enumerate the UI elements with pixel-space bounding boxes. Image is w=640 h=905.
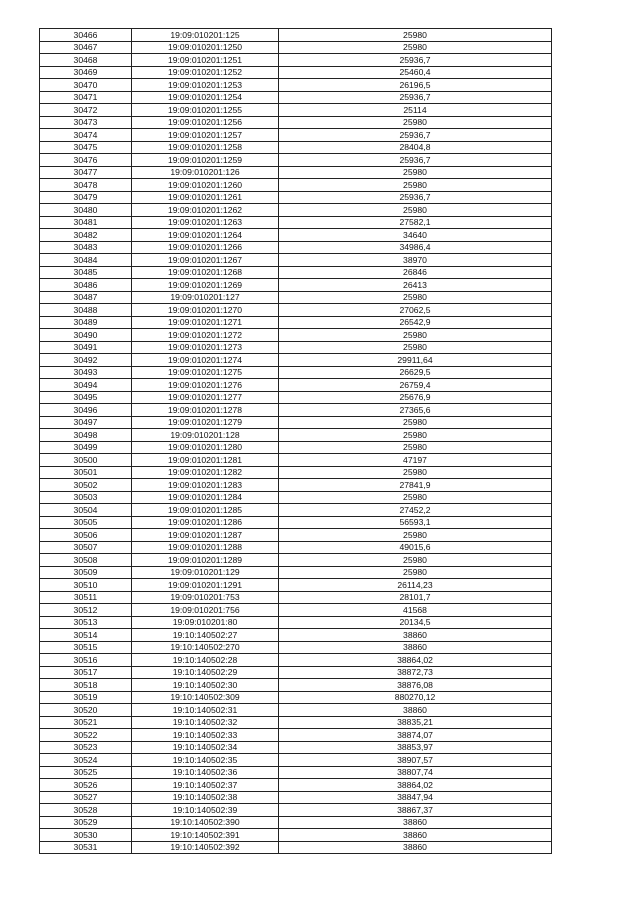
row-number-cell: 30481 <box>40 216 132 229</box>
table-row <box>40 354 552 367</box>
table-row <box>40 741 552 754</box>
table-row <box>40 41 552 54</box>
row-number-cell: 30515 <box>40 641 132 654</box>
cadastral-number-cell: 19:10:140502:39 <box>132 804 279 817</box>
cadastral-number-cell: 19:10:140502:27 <box>132 629 279 642</box>
cadastral-number-cell: 19:09:010201:1275 <box>132 366 279 379</box>
value-cell: 27841,9 <box>279 479 552 492</box>
table-row <box>40 616 552 629</box>
row-number-cell: 30520 <box>40 704 132 717</box>
value-cell: 26542,9 <box>279 316 552 329</box>
table-row <box>40 579 552 592</box>
value-cell: 41568 <box>279 604 552 617</box>
value-cell: 38860 <box>279 816 552 829</box>
row-number-cell: 30479 <box>40 191 132 204</box>
table-row <box>40 329 552 342</box>
table-row <box>40 216 552 229</box>
row-number-cell: 30495 <box>40 391 132 404</box>
table-row <box>40 641 552 654</box>
table-row <box>40 91 552 104</box>
value-cell: 25980 <box>279 41 552 54</box>
value-cell: 27365,6 <box>279 404 552 417</box>
value-cell: 47197 <box>279 454 552 467</box>
value-cell: 20134,5 <box>279 616 552 629</box>
value-cell: 25936,7 <box>279 54 552 67</box>
cadastral-number-cell: 19:09:010201:1251 <box>132 54 279 67</box>
table-row <box>40 441 552 454</box>
row-number-cell: 30496 <box>40 404 132 417</box>
row-number-cell: 30476 <box>40 154 132 167</box>
cadastral-number-cell: 19:09:010201:1287 <box>132 529 279 542</box>
cadastral-number-cell: 19:09:010201:1286 <box>132 516 279 529</box>
cadastral-number-cell: 19:09:010201:1253 <box>132 79 279 92</box>
cadastral-number-cell: 19:09:010201:1291 <box>132 579 279 592</box>
cadastral-number-cell: 19:09:010201:1283 <box>132 479 279 492</box>
cadastral-number-cell: 19:09:010201:1276 <box>132 379 279 392</box>
row-number-cell: 30508 <box>40 554 132 567</box>
cadastral-number-cell: 19:10:140502:28 <box>132 654 279 667</box>
row-number-cell: 30507 <box>40 541 132 554</box>
value-cell: 25980 <box>279 491 552 504</box>
cadastral-number-cell: 19:09:010201:129 <box>132 566 279 579</box>
value-cell: 29911,64 <box>279 354 552 367</box>
row-number-cell: 30486 <box>40 279 132 292</box>
row-number-cell: 30499 <box>40 441 132 454</box>
row-number-cell: 30521 <box>40 716 132 729</box>
table-row <box>40 604 552 617</box>
cadastral-number-cell: 19:10:140502:392 <box>132 841 279 854</box>
value-cell: 56593,1 <box>279 516 552 529</box>
table-row <box>40 304 552 317</box>
cadastral-number-cell: 19:09:010201:1259 <box>132 154 279 167</box>
row-number-cell: 30530 <box>40 829 132 842</box>
value-cell: 25980 <box>279 29 552 42</box>
row-number-cell: 30468 <box>40 54 132 67</box>
table-row <box>40 679 552 692</box>
value-cell: 38970 <box>279 254 552 267</box>
value-cell: 49015,6 <box>279 541 552 554</box>
cadastral-number-cell: 19:10:140502:33 <box>132 729 279 742</box>
table-row <box>40 266 552 279</box>
table-row <box>40 279 552 292</box>
row-number-cell: 30472 <box>40 104 132 117</box>
value-cell: 25980 <box>279 291 552 304</box>
value-cell: 38864,02 <box>279 654 552 667</box>
row-number-cell: 30522 <box>40 729 132 742</box>
cadastral-number-cell: 19:09:010201:1262 <box>132 204 279 217</box>
value-cell: 25936,7 <box>279 191 552 204</box>
row-number-cell: 30492 <box>40 354 132 367</box>
value-cell: 38867,37 <box>279 804 552 817</box>
value-cell: 25980 <box>279 466 552 479</box>
value-cell: 38860 <box>279 704 552 717</box>
table-row <box>40 591 552 604</box>
value-cell: 38874,07 <box>279 729 552 742</box>
table-row <box>40 466 552 479</box>
table-row <box>40 391 552 404</box>
row-number-cell: 30525 <box>40 766 132 779</box>
value-cell: 38907,57 <box>279 754 552 767</box>
cadastral-number-cell: 19:09:010201:1274 <box>132 354 279 367</box>
cadastral-number-cell: 19:10:140502:36 <box>132 766 279 779</box>
row-number-cell: 30512 <box>40 604 132 617</box>
cadastral-number-cell: 19:09:010201:1289 <box>132 554 279 567</box>
table-row <box>40 241 552 254</box>
cadastral-number-cell: 19:09:010201:80 <box>132 616 279 629</box>
value-cell: 38847,94 <box>279 791 552 804</box>
value-cell: 25980 <box>279 566 552 579</box>
table-row <box>40 491 552 504</box>
cadastral-number-cell: 19:10:140502:390 <box>132 816 279 829</box>
table-row <box>40 729 552 742</box>
cadastral-number-cell: 19:09:010201:1273 <box>132 341 279 354</box>
value-cell: 25980 <box>279 179 552 192</box>
table-row <box>40 366 552 379</box>
value-cell: 26759,4 <box>279 379 552 392</box>
cadastral-number-cell: 19:09:010201:1281 <box>132 454 279 467</box>
table-row <box>40 829 552 842</box>
table-row <box>40 804 552 817</box>
table-row <box>40 104 552 117</box>
row-number-cell: 30526 <box>40 779 132 792</box>
value-cell: 26846 <box>279 266 552 279</box>
value-cell: 38860 <box>279 629 552 642</box>
row-number-cell: 30487 <box>40 291 132 304</box>
table-row <box>40 479 552 492</box>
cadastral-number-cell: 19:10:140502:270 <box>132 641 279 654</box>
cadastral-number-cell: 19:09:010201:1285 <box>132 504 279 517</box>
value-cell: 25980 <box>279 116 552 129</box>
table-row <box>40 404 552 417</box>
cadastral-number-cell: 19:09:010201:1255 <box>132 104 279 117</box>
cadastral-number-cell: 19:10:140502:30 <box>132 679 279 692</box>
row-number-cell: 30517 <box>40 666 132 679</box>
cadastral-number-cell: 19:09:010201:1257 <box>132 129 279 142</box>
row-number-cell: 30494 <box>40 379 132 392</box>
row-number-cell: 30514 <box>40 629 132 642</box>
row-number-cell: 30518 <box>40 679 132 692</box>
value-cell: 28101,7 <box>279 591 552 604</box>
table-row <box>40 816 552 829</box>
value-cell: 38864,02 <box>279 779 552 792</box>
cadastral-number-cell: 19:09:010201:1261 <box>132 191 279 204</box>
cadastral-number-cell: 19:09:010201:1256 <box>132 116 279 129</box>
data-table <box>39 28 552 854</box>
cadastral-number-cell: 19:09:010201:1284 <box>132 491 279 504</box>
cadastral-number-cell: 19:09:010201:756 <box>132 604 279 617</box>
cadastral-number-cell: 19:10:140502:34 <box>132 741 279 754</box>
value-cell: 880270,12 <box>279 691 552 704</box>
value-cell: 25980 <box>279 204 552 217</box>
row-number-cell: 30482 <box>40 229 132 242</box>
row-number-cell: 30527 <box>40 791 132 804</box>
value-cell: 26629,5 <box>279 366 552 379</box>
table-row <box>40 179 552 192</box>
row-number-cell: 30531 <box>40 841 132 854</box>
row-number-cell: 30529 <box>40 816 132 829</box>
row-number-cell: 30493 <box>40 366 132 379</box>
row-number-cell: 30470 <box>40 79 132 92</box>
value-cell: 34986,4 <box>279 241 552 254</box>
cadastral-number-cell: 19:09:010201:753 <box>132 591 279 604</box>
cadastral-number-cell: 19:09:010201:1282 <box>132 466 279 479</box>
table-row <box>40 791 552 804</box>
value-cell: 25980 <box>279 554 552 567</box>
cadastral-number-cell: 19:09:010201:1260 <box>132 179 279 192</box>
cadastral-number-cell: 19:09:010201:1280 <box>132 441 279 454</box>
row-number-cell: 30489 <box>40 316 132 329</box>
table-row <box>40 841 552 854</box>
cadastral-number-cell: 19:10:140502:35 <box>132 754 279 767</box>
row-number-cell: 30485 <box>40 266 132 279</box>
value-cell: 26413 <box>279 279 552 292</box>
row-number-cell: 30505 <box>40 516 132 529</box>
table-row <box>40 554 552 567</box>
row-number-cell: 30516 <box>40 654 132 667</box>
row-number-cell: 30509 <box>40 566 132 579</box>
table-row <box>40 566 552 579</box>
row-number-cell: 30513 <box>40 616 132 629</box>
cadastral-number-cell: 19:09:010201:1277 <box>132 391 279 404</box>
table-body <box>40 29 552 854</box>
cadastral-number-cell: 19:09:010201:1266 <box>132 241 279 254</box>
cadastral-number-cell: 19:09:010201:1250 <box>132 41 279 54</box>
value-cell: 38860 <box>279 841 552 854</box>
row-number-cell: 30501 <box>40 466 132 479</box>
row-number-cell: 30524 <box>40 754 132 767</box>
table-row <box>40 529 552 542</box>
row-number-cell: 30477 <box>40 166 132 179</box>
row-number-cell: 30471 <box>40 91 132 104</box>
row-number-cell: 30473 <box>40 116 132 129</box>
row-number-cell: 30491 <box>40 341 132 354</box>
table-row <box>40 504 552 517</box>
row-number-cell: 30502 <box>40 479 132 492</box>
row-number-cell: 30475 <box>40 141 132 154</box>
row-number-cell: 30510 <box>40 579 132 592</box>
cadastral-number-cell: 19:10:140502:32 <box>132 716 279 729</box>
row-number-cell: 30478 <box>40 179 132 192</box>
cadastral-number-cell: 19:10:140502:38 <box>132 791 279 804</box>
value-cell: 25980 <box>279 341 552 354</box>
cadastral-number-cell: 19:10:140502:29 <box>132 666 279 679</box>
cadastral-number-cell: 19:09:010201:1279 <box>132 416 279 429</box>
table-row <box>40 316 552 329</box>
table-row <box>40 254 552 267</box>
cadastral-number-cell: 19:09:010201:125 <box>132 29 279 42</box>
table-row <box>40 116 552 129</box>
table-row <box>40 416 552 429</box>
value-cell: 38872,73 <box>279 666 552 679</box>
value-cell: 38835,21 <box>279 716 552 729</box>
cadastral-number-cell: 19:09:010201:127 <box>132 291 279 304</box>
value-cell: 27062,5 <box>279 304 552 317</box>
cadastral-number-cell: 19:09:010201:1269 <box>132 279 279 292</box>
row-number-cell: 30466 <box>40 29 132 42</box>
table-row <box>40 691 552 704</box>
value-cell: 25936,7 <box>279 129 552 142</box>
row-number-cell: 30506 <box>40 529 132 542</box>
row-number-cell: 30500 <box>40 454 132 467</box>
cadastral-number-cell: 19:09:010201:1271 <box>132 316 279 329</box>
table-row <box>40 704 552 717</box>
table-row <box>40 779 552 792</box>
row-number-cell: 30480 <box>40 204 132 217</box>
value-cell: 25980 <box>279 329 552 342</box>
table-row <box>40 666 552 679</box>
value-cell: 25980 <box>279 416 552 429</box>
value-cell: 38807,74 <box>279 766 552 779</box>
table-row <box>40 129 552 142</box>
value-cell: 27452,2 <box>279 504 552 517</box>
value-cell: 25460,4 <box>279 66 552 79</box>
row-number-cell: 30498 <box>40 429 132 442</box>
cadastral-number-cell: 19:09:010201:1270 <box>132 304 279 317</box>
value-cell: 38860 <box>279 829 552 842</box>
value-cell: 25114 <box>279 104 552 117</box>
cadastral-number-cell: 19:09:010201:1264 <box>132 229 279 242</box>
value-cell: 28404,8 <box>279 141 552 154</box>
row-number-cell: 30469 <box>40 66 132 79</box>
row-number-cell: 30511 <box>40 591 132 604</box>
value-cell: 38860 <box>279 641 552 654</box>
value-cell: 26114,23 <box>279 579 552 592</box>
table-row <box>40 754 552 767</box>
row-number-cell: 30483 <box>40 241 132 254</box>
table-row <box>40 454 552 467</box>
value-cell: 25980 <box>279 429 552 442</box>
table-row <box>40 716 552 729</box>
value-cell: 26196,5 <box>279 79 552 92</box>
row-number-cell: 30503 <box>40 491 132 504</box>
table-row <box>40 141 552 154</box>
value-cell: 34640 <box>279 229 552 242</box>
value-cell: 25980 <box>279 441 552 454</box>
row-number-cell: 30523 <box>40 741 132 754</box>
cadastral-number-cell: 19:09:010201:1254 <box>132 91 279 104</box>
row-number-cell: 30488 <box>40 304 132 317</box>
row-number-cell: 30484 <box>40 254 132 267</box>
value-cell: 25980 <box>279 166 552 179</box>
cadastral-number-cell: 19:09:010201:1252 <box>132 66 279 79</box>
cadastral-number-cell: 19:10:140502:391 <box>132 829 279 842</box>
cadastral-number-cell: 19:09:010201:1272 <box>132 329 279 342</box>
table-row <box>40 766 552 779</box>
cadastral-number-cell: 19:09:010201:1267 <box>132 254 279 267</box>
table-row <box>40 541 552 554</box>
table-row <box>40 654 552 667</box>
cadastral-number-cell: 19:09:010201:1263 <box>132 216 279 229</box>
table-row <box>40 429 552 442</box>
table-row <box>40 191 552 204</box>
value-cell: 25936,7 <box>279 91 552 104</box>
cadastral-number-cell: 19:09:010201:128 <box>132 429 279 442</box>
cadastral-number-cell: 19:09:010201:1288 <box>132 541 279 554</box>
table-row <box>40 66 552 79</box>
cadastral-number-cell: 19:09:010201:126 <box>132 166 279 179</box>
cadastral-number-cell: 19:09:010201:1258 <box>132 141 279 154</box>
row-number-cell: 30497 <box>40 416 132 429</box>
row-number-cell: 30467 <box>40 41 132 54</box>
value-cell: 25676,9 <box>279 391 552 404</box>
table-row <box>40 629 552 642</box>
table-row <box>40 29 552 42</box>
value-cell: 25980 <box>279 529 552 542</box>
table-row <box>40 516 552 529</box>
value-cell: 25936,7 <box>279 154 552 167</box>
cadastral-number-cell: 19:09:010201:1278 <box>132 404 279 417</box>
row-number-cell: 30490 <box>40 329 132 342</box>
row-number-cell: 30528 <box>40 804 132 817</box>
value-cell: 27582,1 <box>279 216 552 229</box>
table-row <box>40 379 552 392</box>
table-row <box>40 291 552 304</box>
cadastral-number-cell: 19:10:140502:309 <box>132 691 279 704</box>
table-row <box>40 154 552 167</box>
row-number-cell: 30474 <box>40 129 132 142</box>
table-row <box>40 166 552 179</box>
table-row <box>40 54 552 67</box>
value-cell: 38876,08 <box>279 679 552 692</box>
table-row <box>40 204 552 217</box>
table-row <box>40 229 552 242</box>
table-row <box>40 341 552 354</box>
cadastral-number-cell: 19:10:140502:37 <box>132 779 279 792</box>
row-number-cell: 30519 <box>40 691 132 704</box>
row-number-cell: 30504 <box>40 504 132 517</box>
cadastral-number-cell: 19:09:010201:1268 <box>132 266 279 279</box>
value-cell: 38853,97 <box>279 741 552 754</box>
cadastral-number-cell: 19:10:140502:31 <box>132 704 279 717</box>
table-row <box>40 79 552 92</box>
